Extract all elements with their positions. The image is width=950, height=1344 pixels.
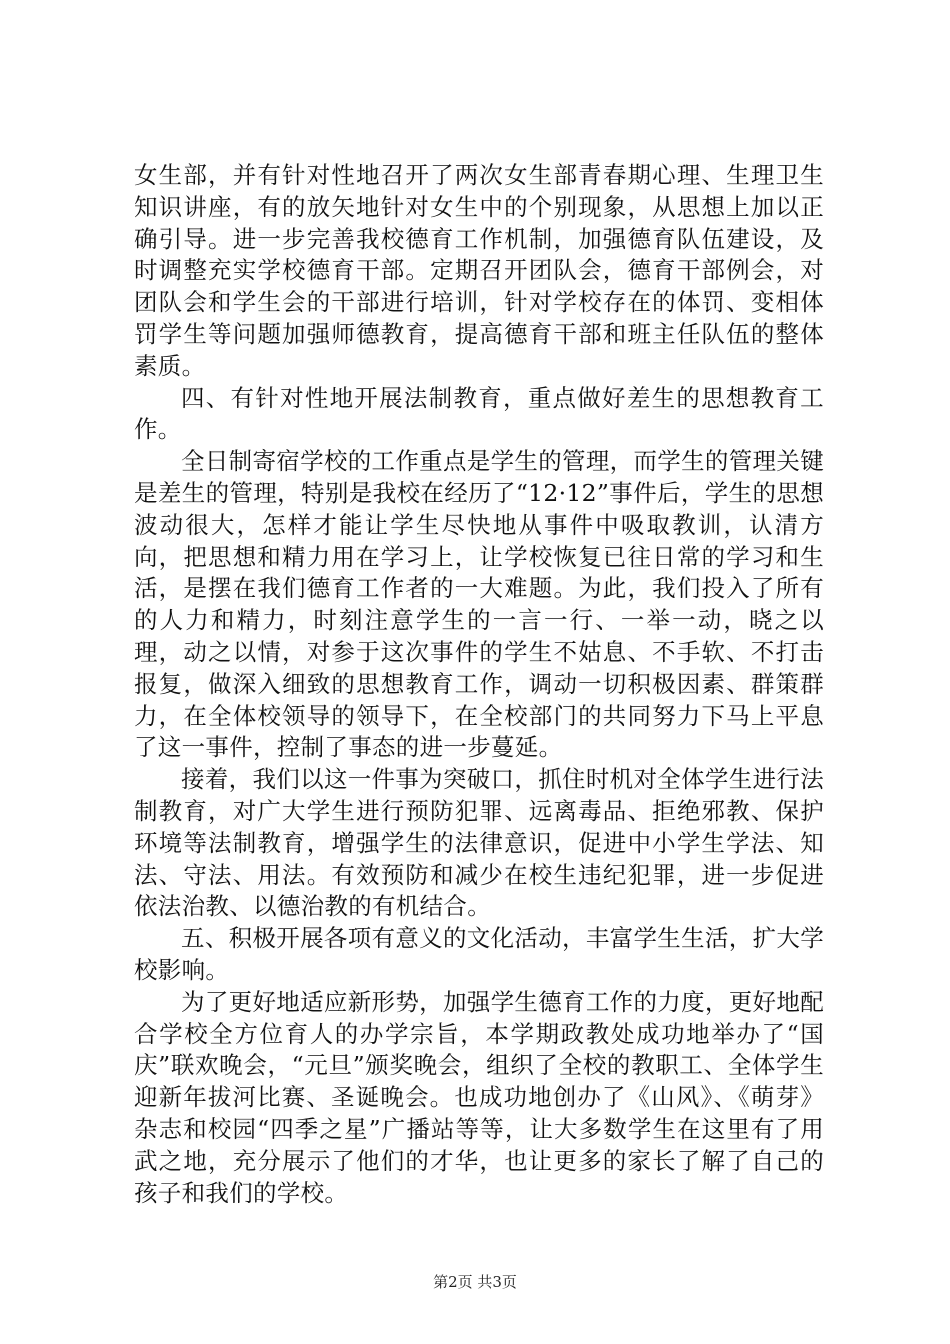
- paragraph-boarding-school-management: 全日制寄宿学校的工作重点是学生的管理，而学生的管理关键是差生的管理，特别是我校在经历了“12·12”事件后，学生的思想波动很大，怎样才能让学生尽快地从事件中吸取教训，认清方向，把思想和精力用在学习上，让学校恢复已往日常的学习和生活，是摆在我们德育工作者的一大难题。为此，我们投入了所有的人力和精力，时刻注意学生的一言一行、一举一动，晓之以理，动之以情，对参于这次事件的学生不姑息、不手软、不打击报复，做深入细致的思想教育工作，调动一切积极因素、群策群力，在全体校领导的领导下，在全校部门的共同努力下马上平息了这一事件，控制了事态的进一步蔓延。: [134, 447, 824, 762]
- paragraph-cultural-activities: 为了更好地适应新形势，加强学生德育工作的力度，更好地配合学校全方位育人的办学宗旨，本学期政教处成功地举办了“国庆”联欢晚会，“元旦”颁奖晚会，组织了全校的教职工、全体学生迎新年拔河比赛、圣诞晚会。也成功地创办了《山风》、《萌芽》杂志和校园“四季之星”广播站等等，让大多数学生在这里有了用武之地，充分展示了他们的才华，也让更多的家长了解了自己的孩子和我们的学校。: [134, 987, 824, 1207]
- paragraph-legal-education: 接着，我们以这一件事为突破口，抓住时机对全体学生进行法制教育，对广大学生进行预防犯罪、远离毒品、拒绝邪教、保护环境等法制教育，增强学生的法律意识，促进中小学生学法、知法、守法、用法。有效预防和减少在校生违纪犯罪，进一步促进依法治教、以德治教的有机结合。: [134, 765, 824, 921]
- heading-section-four: 四、有针对性地开展法制教育，重点做好差生的思想教育工作。: [134, 383, 824, 444]
- paragraph-girls-department: 女生部，并有针对性地召开了两次女生部青春期心理、生理卫生知识讲座，有的放矢地针对女生中的个别现象，从思想上加以正确引导。进一步完善我校德育工作机制，加强德育队伍建设，及时调整充实学校德育干部。定期召开团队会，德育干部例会，对团队会和学生会的干部进行培训，针对学校存在的体罚、变相体罚学生等问题加强师德教育，提高德育干部和班主任队伍的整体素质。: [134, 161, 824, 380]
- heading-section-five: 五、积极开展各项有意义的文化活动，丰富学生生活，扩大学校影响。: [134, 924, 824, 984]
- document-body: [134, 160, 824, 1209]
- page-number-footer: 第2页 共3页: [433, 1273, 517, 1291]
